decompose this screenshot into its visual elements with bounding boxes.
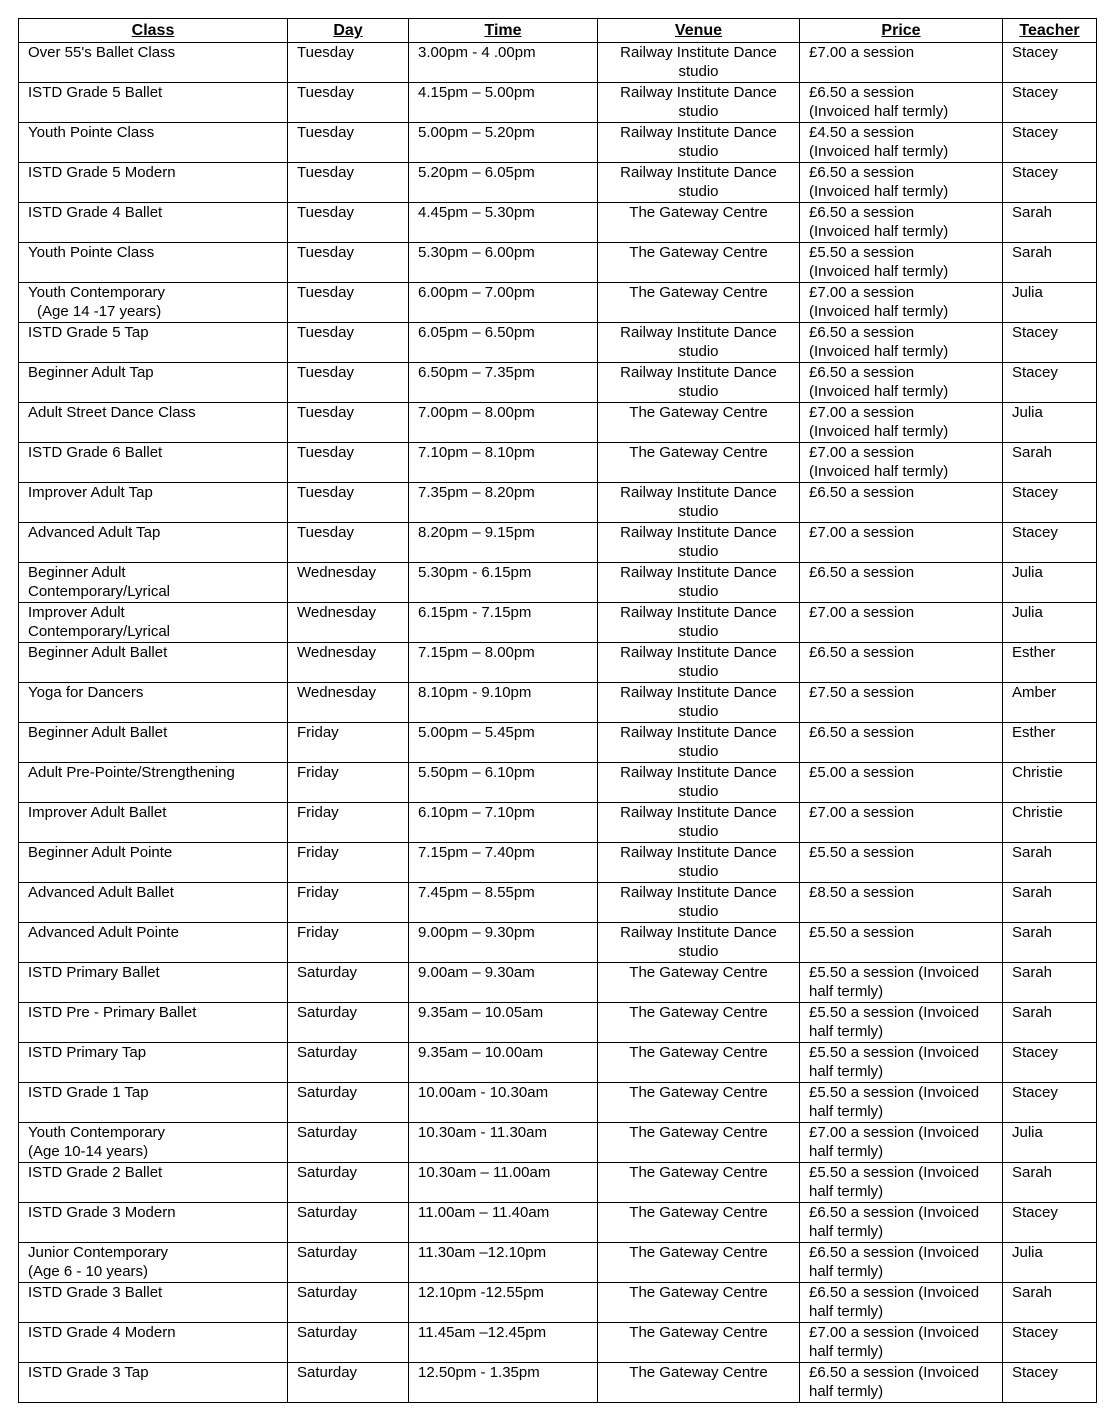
time-cell: 11.45am –12.45pm xyxy=(409,1323,598,1363)
day-cell: Saturday xyxy=(288,1043,409,1083)
price-cell: £8.50 a session xyxy=(800,883,1003,923)
class-name: Improver Adult Ballet xyxy=(28,804,167,821)
teacher-cell: Stacey xyxy=(1003,1083,1097,1123)
time-cell: 4.15pm – 5.00pm xyxy=(409,83,598,123)
venue-cell: The Gateway Centre xyxy=(598,1243,800,1283)
price-cell: £7.00 a session xyxy=(800,803,1003,843)
time-cell: 11.00am – 11.40am xyxy=(409,1203,598,1243)
table-row xyxy=(19,723,1097,763)
class-name: Beginner Adult Ballet xyxy=(28,724,168,741)
day-cell: Saturday xyxy=(288,1363,409,1403)
price-cell: £7.00 a session (Invoiced half termly) xyxy=(800,1123,1003,1163)
class-cell xyxy=(19,323,288,363)
day-cell: Tuesday xyxy=(288,443,409,483)
class-age-range: (Age 14 -17 years) xyxy=(37,303,162,320)
class-cell xyxy=(19,243,288,283)
day-cell: Tuesday xyxy=(288,243,409,283)
table-row xyxy=(19,1043,1097,1083)
class-name: ISTD Primary Tap xyxy=(28,1044,147,1061)
header-teacher: Teacher xyxy=(1003,19,1097,43)
table-row xyxy=(19,843,1097,883)
time-cell: 6.05pm – 6.50pm xyxy=(409,323,598,363)
header-class: Class xyxy=(19,19,288,43)
time-cell: 10.30am - 11.30am xyxy=(409,1123,598,1163)
class-cell xyxy=(19,1123,288,1163)
teacher-cell: Stacey xyxy=(1003,1043,1097,1083)
table-row xyxy=(19,883,1097,923)
price-cell: £7.50 a session xyxy=(800,683,1003,723)
class-name: Youth Pointe Class xyxy=(28,244,155,261)
class-cell xyxy=(19,1363,288,1403)
teacher-cell: Stacey xyxy=(1003,43,1097,83)
price-cell: £6.50 a session (Invoiced half termly) xyxy=(800,203,1003,243)
time-cell: 4.45pm – 5.30pm xyxy=(409,203,598,243)
time-cell: 5.30pm – 6.00pm xyxy=(409,243,598,283)
class-cell xyxy=(19,123,288,163)
venue-cell: The Gateway Centre xyxy=(598,1283,800,1323)
price-cell: £5.00 a session xyxy=(800,763,1003,803)
table-row xyxy=(19,323,1097,363)
venue-cell: Railway Institute Dance studio xyxy=(598,123,800,163)
class-name: ISTD Grade 5 Tap xyxy=(28,324,149,341)
price-cell: £5.50 a session xyxy=(800,843,1003,883)
table-row xyxy=(19,563,1097,603)
class-name: Beginner Adult Contemporary/Lyrical xyxy=(28,564,170,600)
venue-cell: Railway Institute Dance studio xyxy=(598,83,800,123)
price-cell: £6.50 a session (Invoiced half termly) xyxy=(800,163,1003,203)
teacher-cell: Sarah xyxy=(1003,443,1097,483)
class-cell xyxy=(19,283,288,323)
teacher-cell: Julia xyxy=(1003,563,1097,603)
price-cell: £5.50 a session xyxy=(800,923,1003,963)
time-cell: 5.30pm - 6.15pm xyxy=(409,563,598,603)
table-row xyxy=(19,643,1097,683)
day-cell: Saturday xyxy=(288,1203,409,1243)
price-cell: £5.50 a session (Invoiced half termly) xyxy=(800,1043,1003,1083)
class-cell xyxy=(19,643,288,683)
day-cell: Friday xyxy=(288,763,409,803)
venue-cell: The Gateway Centre xyxy=(598,1083,800,1123)
time-cell: 7.45pm – 8.55pm xyxy=(409,883,598,923)
table-row xyxy=(19,1283,1097,1323)
class-name: ISTD Grade 3 Tap xyxy=(28,1364,149,1381)
venue-cell: The Gateway Centre xyxy=(598,1203,800,1243)
day-cell: Wednesday xyxy=(288,563,409,603)
class-cell xyxy=(19,563,288,603)
class-name: Adult Pre-Pointe/Strengthening xyxy=(28,764,235,781)
table-row xyxy=(19,283,1097,323)
venue-cell: Railway Institute Dance studio xyxy=(598,363,800,403)
table-row xyxy=(19,1003,1097,1043)
table-row xyxy=(19,203,1097,243)
price-cell: £6.50 a session (Invoiced half termly) xyxy=(800,1283,1003,1323)
time-cell: 3.00pm - 4 .00pm xyxy=(409,43,598,83)
day-cell: Saturday xyxy=(288,1083,409,1123)
table-row xyxy=(19,923,1097,963)
teacher-cell: Stacey xyxy=(1003,83,1097,123)
venue-cell: Railway Institute Dance studio xyxy=(598,603,800,643)
class-name: Yoga for Dancers xyxy=(28,684,144,701)
price-cell: £6.50 a session (Invoiced half termly) xyxy=(800,83,1003,123)
teacher-cell: Sarah xyxy=(1003,923,1097,963)
class-timetable xyxy=(18,18,1097,1403)
teacher-cell: Stacey xyxy=(1003,1363,1097,1403)
class-name: Beginner Adult Ballet xyxy=(28,644,168,661)
venue-cell: The Gateway Centre xyxy=(598,963,800,1003)
venue-cell: The Gateway Centre xyxy=(598,243,800,283)
time-cell: 7.00pm – 8.00pm xyxy=(409,403,598,443)
class-name: Improver Adult Contemporary/Lyrical xyxy=(28,604,170,640)
class-cell xyxy=(19,763,288,803)
venue-cell: The Gateway Centre xyxy=(598,283,800,323)
day-cell: Saturday xyxy=(288,1003,409,1043)
teacher-cell: Stacey xyxy=(1003,1203,1097,1243)
class-name: ISTD Primary Ballet xyxy=(28,964,160,981)
time-cell: 9.35am – 10.05am xyxy=(409,1003,598,1043)
table-row xyxy=(19,963,1097,1003)
class-cell xyxy=(19,163,288,203)
price-cell: £6.50 a session (Invoiced half termly) xyxy=(800,323,1003,363)
day-cell: Saturday xyxy=(288,1123,409,1163)
class-cell xyxy=(19,683,288,723)
price-cell: £7.00 a session (Invoiced half termly) xyxy=(800,443,1003,483)
teacher-cell: Sarah xyxy=(1003,843,1097,883)
teacher-cell: Esther xyxy=(1003,643,1097,683)
day-cell: Tuesday xyxy=(288,283,409,323)
venue-cell: The Gateway Centre xyxy=(598,1043,800,1083)
venue-cell: Railway Institute Dance studio xyxy=(598,883,800,923)
time-cell: 6.50pm – 7.35pm xyxy=(409,363,598,403)
class-name: ISTD Pre - Primary Ballet xyxy=(28,1004,197,1021)
teacher-cell: Stacey xyxy=(1003,1323,1097,1363)
time-cell: 12.10pm -12.55pm xyxy=(409,1283,598,1323)
time-cell: 6.15pm - 7.15pm xyxy=(409,603,598,643)
day-cell: Saturday xyxy=(288,1163,409,1203)
table-row xyxy=(19,483,1097,523)
time-cell: 8.20pm – 9.15pm xyxy=(409,523,598,563)
time-cell: 7.35pm – 8.20pm xyxy=(409,483,598,523)
teacher-cell: Sarah xyxy=(1003,1163,1097,1203)
day-cell: Tuesday xyxy=(288,363,409,403)
class-name: Adult Street Dance Class xyxy=(28,404,196,421)
class-cell xyxy=(19,803,288,843)
teacher-cell: Stacey xyxy=(1003,483,1097,523)
venue-cell: Railway Institute Dance studio xyxy=(598,523,800,563)
price-cell: £7.00 a session xyxy=(800,603,1003,643)
class-cell xyxy=(19,1163,288,1203)
class-name: ISTD Grade 5 Modern xyxy=(28,164,176,181)
day-cell: Wednesday xyxy=(288,643,409,683)
table-row xyxy=(19,243,1097,283)
table-row xyxy=(19,363,1097,403)
time-cell: 10.00am - 10.30am xyxy=(409,1083,598,1123)
venue-cell: Railway Institute Dance studio xyxy=(598,323,800,363)
teacher-cell: Julia xyxy=(1003,1123,1097,1163)
venue-cell: Railway Institute Dance studio xyxy=(598,843,800,883)
price-cell: £5.50 a session (Invoiced half termly) xyxy=(800,1163,1003,1203)
teacher-cell: Sarah xyxy=(1003,963,1097,1003)
class-name: ISTD Grade 4 Ballet xyxy=(28,204,163,221)
class-name: ISTD Grade 5 Ballet xyxy=(28,84,163,101)
header-day: Day xyxy=(288,19,409,43)
time-cell: 8.10pm - 9.10pm xyxy=(409,683,598,723)
time-cell: 5.00pm – 5.20pm xyxy=(409,123,598,163)
day-cell: Saturday xyxy=(288,1283,409,1323)
header-time: Time xyxy=(409,19,598,43)
time-cell: 6.10pm – 7.10pm xyxy=(409,803,598,843)
day-cell: Saturday xyxy=(288,1323,409,1363)
class-cell xyxy=(19,1323,288,1363)
venue-cell: Railway Institute Dance studio xyxy=(598,163,800,203)
teacher-cell: Sarah xyxy=(1003,1003,1097,1043)
day-cell: Friday xyxy=(288,843,409,883)
class-name: Advanced Adult Pointe xyxy=(28,924,179,941)
day-cell: Tuesday xyxy=(288,123,409,163)
class-name: Beginner Adult Pointe xyxy=(28,844,173,861)
day-cell: Tuesday xyxy=(288,163,409,203)
time-cell: 9.00am – 9.30am xyxy=(409,963,598,1003)
class-name: Beginner Adult Tap xyxy=(28,364,154,381)
price-cell: £7.00 a session (Invoiced half termly) xyxy=(800,1323,1003,1363)
price-cell: £7.00 a session xyxy=(800,43,1003,83)
time-cell: 5.00pm – 5.45pm xyxy=(409,723,598,763)
teacher-cell: Julia xyxy=(1003,1243,1097,1283)
table-row xyxy=(19,443,1097,483)
teacher-cell: Sarah xyxy=(1003,883,1097,923)
table-row xyxy=(19,1083,1097,1123)
class-cell xyxy=(19,1043,288,1083)
table-row xyxy=(19,1163,1097,1203)
table-row xyxy=(19,683,1097,723)
venue-cell: The Gateway Centre xyxy=(598,203,800,243)
teacher-cell: Julia xyxy=(1003,283,1097,323)
day-cell: Tuesday xyxy=(288,203,409,243)
class-cell xyxy=(19,43,288,83)
venue-cell: Railway Institute Dance studio xyxy=(598,723,800,763)
class-cell xyxy=(19,1243,288,1283)
class-name: ISTD Grade 3 Ballet xyxy=(28,1284,163,1301)
time-cell: 11.30am –12.10pm xyxy=(409,1243,598,1283)
teacher-cell: Amber xyxy=(1003,683,1097,723)
price-cell: £6.50 a session xyxy=(800,563,1003,603)
class-name: Advanced Adult Ballet xyxy=(28,884,174,901)
class-cell xyxy=(19,963,288,1003)
teacher-cell: Julia xyxy=(1003,603,1097,643)
teacher-cell: Sarah xyxy=(1003,1283,1097,1323)
time-cell: 7.10pm – 8.10pm xyxy=(409,443,598,483)
price-cell: £5.50 a session (Invoiced half termly) xyxy=(800,1083,1003,1123)
venue-cell: Railway Institute Dance studio xyxy=(598,643,800,683)
day-cell: Friday xyxy=(288,803,409,843)
class-cell xyxy=(19,83,288,123)
venue-cell: The Gateway Centre xyxy=(598,1003,800,1043)
venue-cell: Railway Institute Dance studio xyxy=(598,803,800,843)
day-cell: Tuesday xyxy=(288,43,409,83)
time-cell: 9.35am – 10.00am xyxy=(409,1043,598,1083)
teacher-cell: Christie xyxy=(1003,803,1097,843)
time-cell: 7.15pm – 7.40pm xyxy=(409,843,598,883)
day-cell: Tuesday xyxy=(288,323,409,363)
price-cell: £4.50 a session (Invoiced half termly) xyxy=(800,123,1003,163)
time-cell: 6.00pm – 7.00pm xyxy=(409,283,598,323)
teacher-cell: Stacey xyxy=(1003,123,1097,163)
header-row xyxy=(19,19,1097,43)
venue-cell: Railway Institute Dance studio xyxy=(598,763,800,803)
class-name: Youth Pointe Class xyxy=(28,124,155,141)
timetable-body xyxy=(19,43,1097,1403)
venue-cell: The Gateway Centre xyxy=(598,1363,800,1403)
price-cell: £6.50 a session xyxy=(800,483,1003,523)
table-row xyxy=(19,163,1097,203)
teacher-cell: Stacey xyxy=(1003,163,1097,203)
class-name: Youth Contemporary (Age 10-14 years) xyxy=(28,1124,166,1160)
class-cell xyxy=(19,723,288,763)
teacher-cell: Sarah xyxy=(1003,203,1097,243)
class-cell xyxy=(19,1283,288,1323)
price-cell: £7.00 a session xyxy=(800,523,1003,563)
price-cell: £6.50 a session xyxy=(800,643,1003,683)
teacher-cell: Christie xyxy=(1003,763,1097,803)
time-cell: 5.20pm – 6.05pm xyxy=(409,163,598,203)
table-row xyxy=(19,1123,1097,1163)
class-cell xyxy=(19,203,288,243)
table-row xyxy=(19,1203,1097,1243)
venue-cell: The Gateway Centre xyxy=(598,443,800,483)
class-cell xyxy=(19,443,288,483)
class-name: Over 55's Ballet Class xyxy=(28,44,176,61)
price-cell: £5.50 a session (Invoiced half termly) xyxy=(800,1003,1003,1043)
time-cell: 7.15pm – 8.00pm xyxy=(409,643,598,683)
teacher-cell: Stacey xyxy=(1003,323,1097,363)
class-name: ISTD Grade 2 Ballet xyxy=(28,1164,163,1181)
time-cell: 12.50pm - 1.35pm xyxy=(409,1363,598,1403)
price-cell: £7.00 a session (Invoiced half termly) xyxy=(800,283,1003,323)
class-name: ISTD Grade 3 Modern xyxy=(28,1204,176,1221)
class-cell xyxy=(19,923,288,963)
day-cell: Saturday xyxy=(288,1243,409,1283)
day-cell: Tuesday xyxy=(288,483,409,523)
class-cell xyxy=(19,883,288,923)
header-price: Price xyxy=(800,19,1003,43)
class-cell xyxy=(19,483,288,523)
class-name: Youth Contemporary xyxy=(28,284,166,301)
table-row xyxy=(19,403,1097,443)
venue-cell: Railway Institute Dance studio xyxy=(598,923,800,963)
venue-cell: The Gateway Centre xyxy=(598,1323,800,1363)
time-cell: 5.50pm – 6.10pm xyxy=(409,763,598,803)
class-name: ISTD Grade 4 Modern xyxy=(28,1324,176,1341)
header-venue: Venue xyxy=(598,19,800,43)
venue-cell: Railway Institute Dance studio xyxy=(598,43,800,83)
day-cell: Tuesday xyxy=(288,523,409,563)
price-cell: £6.50 a session (Invoiced half termly) xyxy=(800,1203,1003,1243)
price-cell: £6.50 a session (Invoiced half termly) xyxy=(800,1363,1003,1403)
class-cell xyxy=(19,1003,288,1043)
venue-cell: Railway Institute Dance studio xyxy=(598,563,800,603)
venue-cell: The Gateway Centre xyxy=(598,1163,800,1203)
table-row xyxy=(19,1243,1097,1283)
teacher-cell: Stacey xyxy=(1003,523,1097,563)
venue-cell: Railway Institute Dance studio xyxy=(598,683,800,723)
day-cell: Wednesday xyxy=(288,603,409,643)
price-cell: £6.50 a session xyxy=(800,723,1003,763)
class-cell xyxy=(19,363,288,403)
class-cell xyxy=(19,603,288,643)
day-cell: Tuesday xyxy=(288,83,409,123)
class-cell xyxy=(19,843,288,883)
time-cell: 10.30am – 11.00am xyxy=(409,1163,598,1203)
class-cell xyxy=(19,523,288,563)
teacher-cell: Stacey xyxy=(1003,363,1097,403)
teacher-cell: Julia xyxy=(1003,403,1097,443)
table-row xyxy=(19,123,1097,163)
class-cell xyxy=(19,403,288,443)
venue-cell: Railway Institute Dance studio xyxy=(598,483,800,523)
class-name: Junior Contemporary (Age 6 - 10 years) xyxy=(28,1244,169,1280)
day-cell: Friday xyxy=(288,723,409,763)
table-row xyxy=(19,1323,1097,1363)
table-row xyxy=(19,1363,1097,1403)
day-cell: Tuesday xyxy=(288,403,409,443)
price-cell: £6.50 a session (Invoiced half termly) xyxy=(800,1243,1003,1283)
teacher-cell: Sarah xyxy=(1003,243,1097,283)
venue-cell: The Gateway Centre xyxy=(598,1123,800,1163)
table-row xyxy=(19,83,1097,123)
price-cell: £7.00 a session (Invoiced half termly) xyxy=(800,403,1003,443)
price-cell: £6.50 a session (Invoiced half termly) xyxy=(800,363,1003,403)
price-cell: £5.50 a session (Invoiced half termly) xyxy=(800,243,1003,283)
class-name: ISTD Grade 6 Ballet xyxy=(28,444,163,461)
class-name: Advanced Adult Tap xyxy=(28,524,161,541)
venue-cell: The Gateway Centre xyxy=(598,403,800,443)
table-row xyxy=(19,603,1097,643)
table-row xyxy=(19,43,1097,83)
table-row xyxy=(19,803,1097,843)
class-cell xyxy=(19,1203,288,1243)
day-cell: Friday xyxy=(288,883,409,923)
table-row xyxy=(19,763,1097,803)
time-cell: 9.00pm – 9.30pm xyxy=(409,923,598,963)
class-cell xyxy=(19,1083,288,1123)
class-name: Improver Adult Tap xyxy=(28,484,153,501)
day-cell: Friday xyxy=(288,923,409,963)
teacher-cell: Esther xyxy=(1003,723,1097,763)
table-row xyxy=(19,523,1097,563)
class-name: ISTD Grade 1 Tap xyxy=(28,1084,149,1101)
day-cell: Wednesday xyxy=(288,683,409,723)
day-cell: Saturday xyxy=(288,963,409,1003)
price-cell: £5.50 a session (Invoiced half termly) xyxy=(800,963,1003,1003)
